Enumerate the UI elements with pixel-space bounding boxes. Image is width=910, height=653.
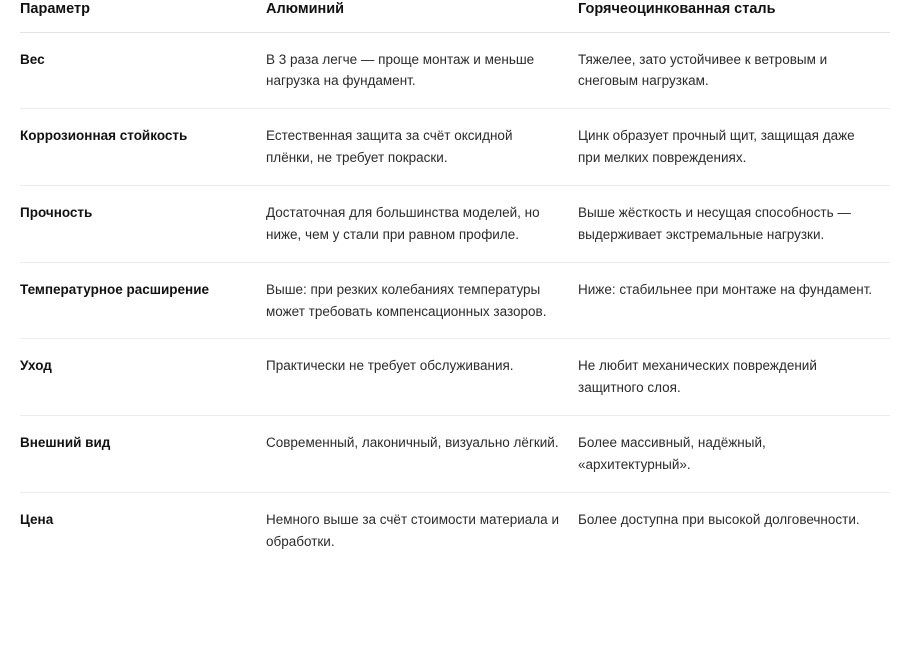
row-steel-value: Выше жёсткость и несущая способность — выдерживает экстремальные нагрузки. — [578, 186, 890, 263]
row-aluminium-value: Естественная защита за счёт оксидной плёнки, не требует покраски. — [266, 109, 578, 186]
row-parameter-label: Коррозионная стойкость — [20, 109, 266, 186]
row-aluminium-value: Современный, лаконичный, визуально лёгкий. — [266, 416, 578, 493]
row-steel-value: Более массивный, надёжный, «архитектурный». — [578, 416, 890, 493]
table-header-row — [20, 0, 890, 32]
row-aluminium-value: Немного выше за счёт стоимости материала и обработки. — [266, 511, 559, 549]
table-body — [20, 32, 890, 569]
column-header-aluminium: Алюминий — [266, 0, 578, 32]
row-aluminium-value: Выше: при резких колебаниях температуры может требовать компенсационных зазоров. — [266, 262, 578, 339]
row-parameter-label: Внешний вид — [20, 416, 266, 493]
table-row — [20, 186, 890, 263]
row-parameter-label: Уход — [20, 339, 266, 416]
row-steel-value: Более доступна при высокой долговечности. — [578, 511, 860, 527]
row-aluminium-value: В 3 раза легче — проще монтаж и меньше нагрузка на фундамент. — [266, 32, 578, 109]
table-header — [20, 0, 890, 32]
row-steel-value: Цинк образует прочный щит, защищая даже при мелких повреждениях. — [578, 109, 890, 186]
comparison-table — [20, 0, 890, 569]
table-row — [20, 492, 890, 568]
table-row — [20, 109, 890, 186]
row-steel-value: Ниже: стабильнее при монтаже на фундамент. — [578, 262, 890, 339]
row-parameter-label: Прочность — [20, 186, 266, 263]
table-row — [20, 416, 890, 493]
table-row — [20, 32, 890, 109]
row-steel-value: Тяжелее, зато устойчивее к ветровым и снеговым нагрузкам. — [578, 32, 890, 109]
table-row — [20, 262, 890, 339]
row-aluminium-value: Практически не требует обслуживания. — [266, 339, 578, 416]
row-parameter-label: Температурное расширение — [20, 262, 266, 339]
column-header-steel: Горячеоцинкованная сталь — [578, 0, 890, 32]
row-steel-value: Не любит механических повреждений защитного слоя. — [578, 339, 890, 416]
row-parameter-label: Вес — [20, 32, 266, 109]
column-header-parameter: Параметр — [20, 0, 266, 32]
row-aluminium-value: Достаточная для большинства моделей, но ниже, чем у стали при равном профиле. — [266, 186, 578, 263]
row-parameter-label: Цена — [20, 511, 54, 527]
table-row — [20, 339, 890, 416]
